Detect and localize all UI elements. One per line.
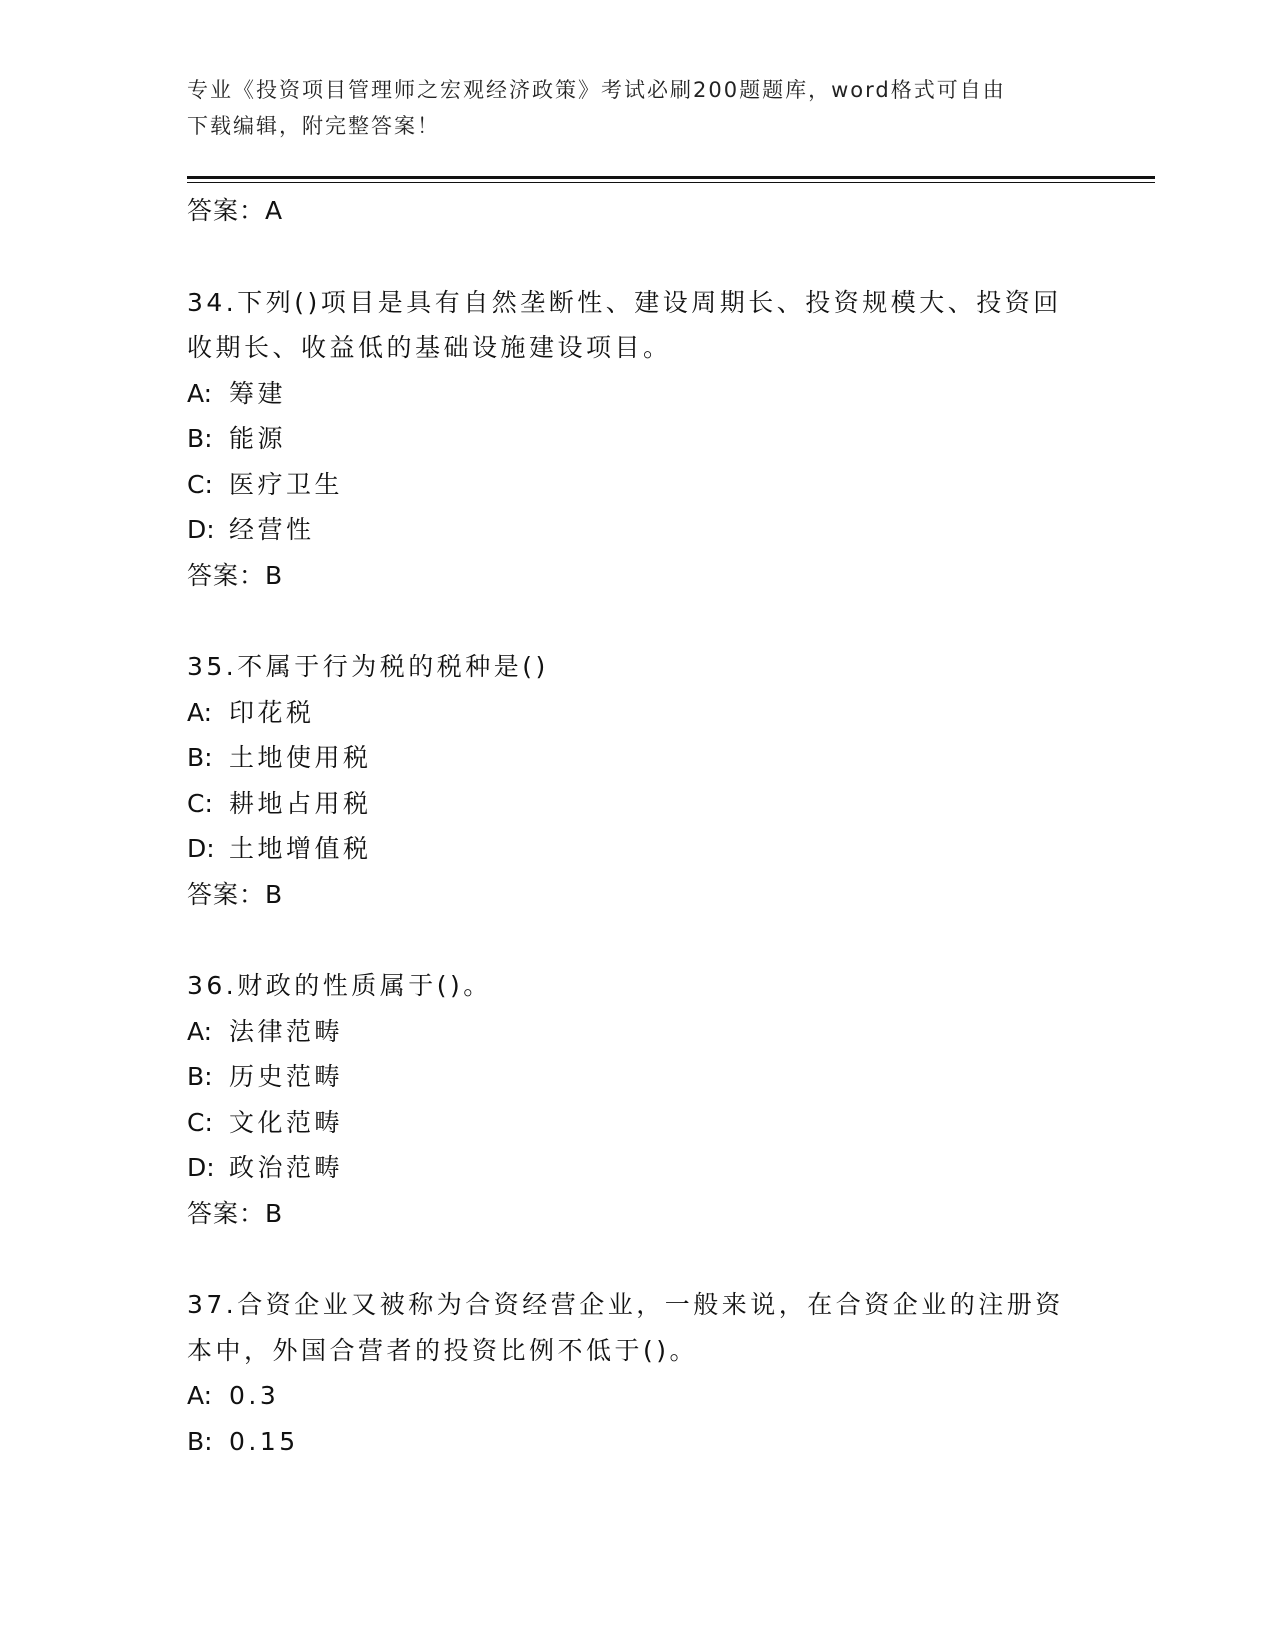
option-key: B: xyxy=(187,1062,213,1091)
header-title-line-1: 专业《投资项目管理师之宏观经济政策》考试必刷200题题库，word格式可自由 xyxy=(187,78,1006,102)
option-d xyxy=(187,826,1087,872)
option-key: A: xyxy=(187,697,213,727)
option-text: 医疗卫生 xyxy=(229,469,344,499)
question-stem-line-1: 34.下列()项目是具有自然垄断性、建设周期长、投资规模大、投资回 xyxy=(187,287,1062,317)
option-text: 耕地占用税 xyxy=(229,788,372,818)
question-stem-line-2: 本中，外国合营者的投资比例不低于()。 xyxy=(187,1335,699,1365)
question-35 xyxy=(187,644,1087,917)
header-divider-thick xyxy=(187,176,1155,179)
option-b xyxy=(187,416,1087,462)
option-c xyxy=(187,1100,1087,1146)
option-key: A: xyxy=(187,378,213,408)
question-stem-line-2: 收期长、收益低的基础设施建设项目。 xyxy=(187,333,672,362)
option-key: B: xyxy=(187,743,213,772)
question-list xyxy=(187,188,1087,1464)
option-text: 0.3 xyxy=(229,1381,280,1410)
option-text: 经营性 xyxy=(229,515,315,544)
document-header xyxy=(187,72,1067,144)
option-key: C: xyxy=(187,1107,213,1137)
question-34 xyxy=(187,280,1087,599)
option-text: 土地使用税 xyxy=(229,743,372,772)
option-a xyxy=(187,690,1087,736)
option-key: D: xyxy=(187,515,215,544)
question-stem-line-1: 35.不属于行为税的税种是() xyxy=(187,652,549,681)
answer-line: 答案：B xyxy=(187,1198,284,1228)
option-key: B: xyxy=(187,424,213,453)
option-text: 政治范畴 xyxy=(229,1153,344,1182)
question-36 xyxy=(187,963,1087,1236)
question-37 xyxy=(187,1282,1087,1464)
option-key: A: xyxy=(187,1016,213,1046)
option-c xyxy=(187,462,1087,508)
option-text: 筹建 xyxy=(229,378,287,408)
option-a xyxy=(187,371,1087,417)
option-text: 印花税 xyxy=(229,697,315,727)
option-d xyxy=(187,1145,1087,1191)
option-b xyxy=(187,1419,1087,1465)
answer-line: 答案：B xyxy=(187,560,284,590)
question-stem-line-1: 36.财政的性质属于()。 xyxy=(187,971,492,1000)
option-text: 能源 xyxy=(229,424,287,453)
header-divider-thin xyxy=(187,182,1155,183)
option-a xyxy=(187,1373,1087,1419)
option-c xyxy=(187,781,1087,827)
option-text: 土地增值税 xyxy=(229,834,372,863)
option-d xyxy=(187,507,1087,553)
option-key: B: xyxy=(187,1426,213,1456)
option-b xyxy=(187,735,1087,781)
option-b xyxy=(187,1054,1087,1100)
option-key: D: xyxy=(187,1153,215,1182)
question-stem-line-1: 37.合资企业又被称为合资经营企业，一般来说，在合资企业的注册资 xyxy=(187,1290,1064,1319)
option-key: D: xyxy=(187,834,215,863)
option-a xyxy=(187,1009,1087,1055)
option-text: 文化范畴 xyxy=(229,1107,344,1137)
previous-answer: 答案：A xyxy=(187,196,284,225)
answer-line: 答案：B xyxy=(187,879,284,909)
header-title-line-2: 下载编辑，附完整答案！ xyxy=(187,114,440,138)
option-text: 历史范畴 xyxy=(229,1062,344,1091)
option-key: C: xyxy=(187,469,213,499)
option-text: 法律范畴 xyxy=(229,1016,344,1046)
option-key: A: xyxy=(187,1381,213,1410)
option-key: C: xyxy=(187,788,213,818)
option-text: 0.15 xyxy=(229,1426,299,1456)
